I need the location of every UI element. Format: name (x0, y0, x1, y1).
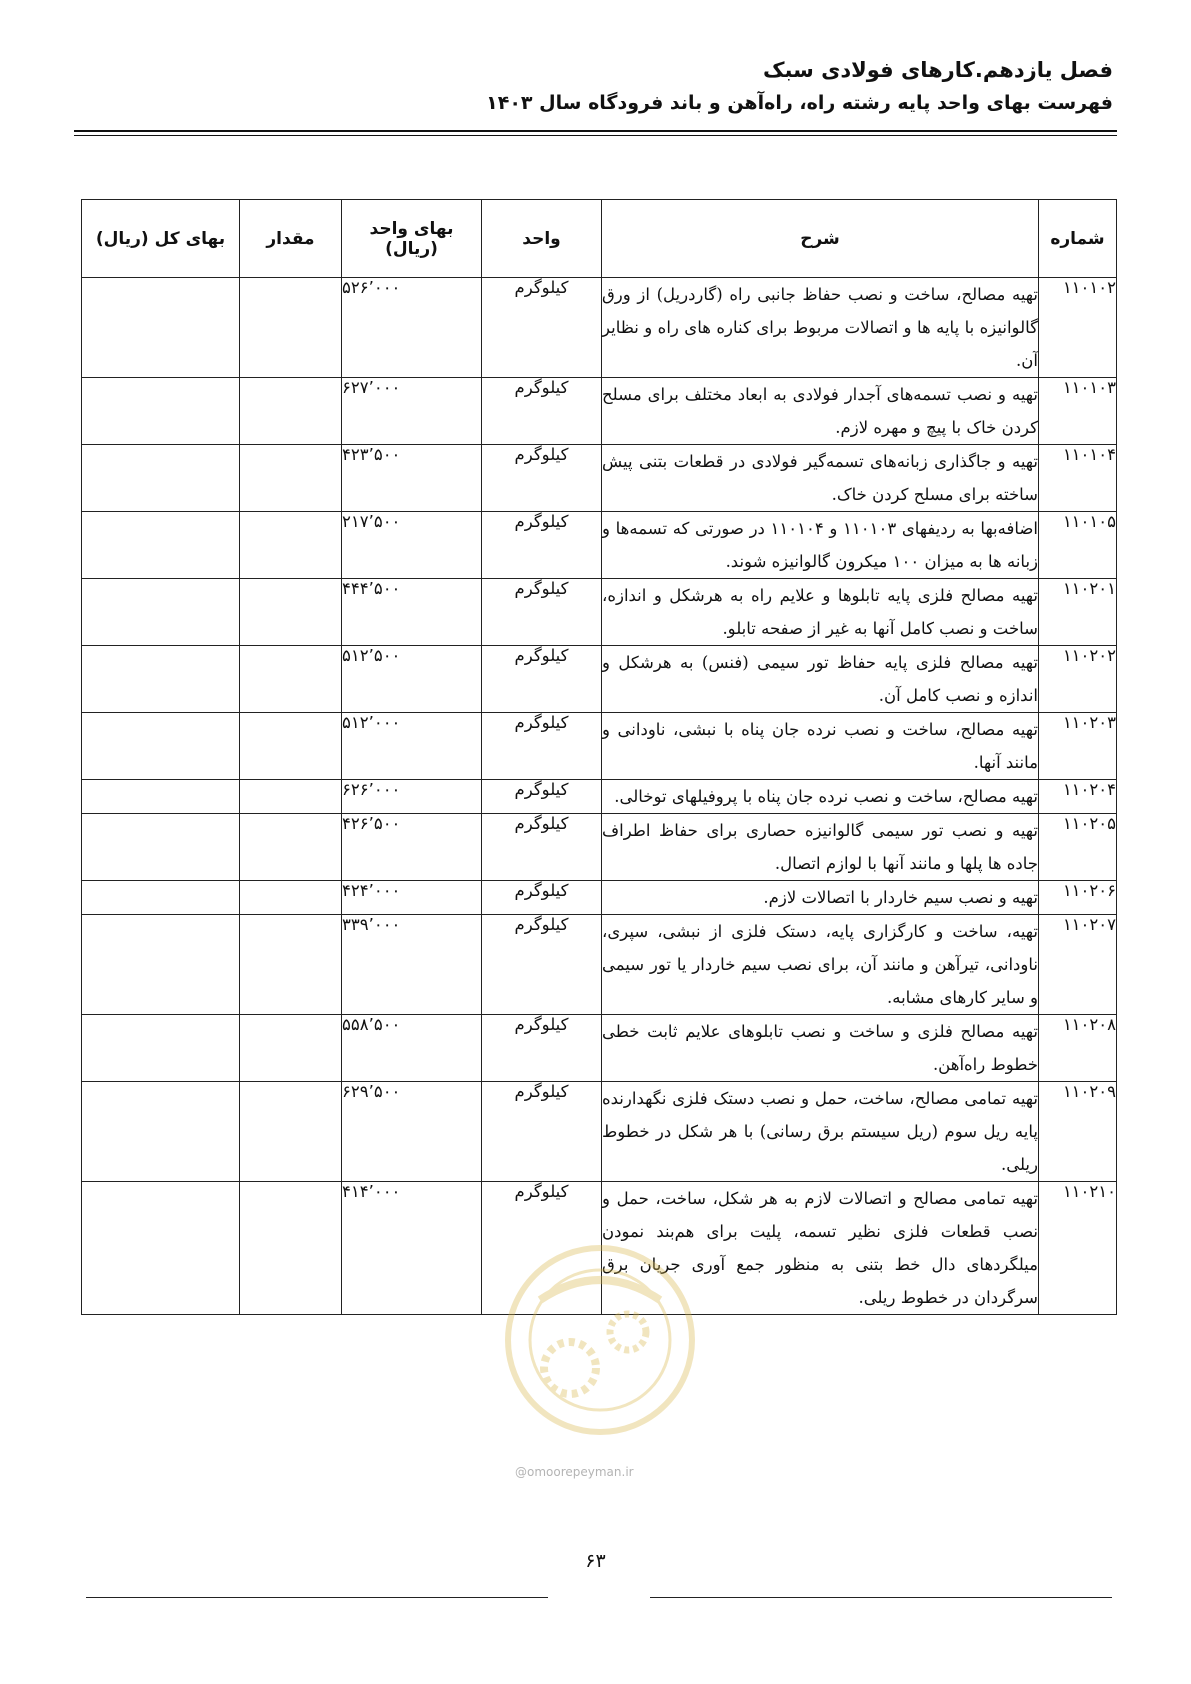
col-header-quantity: مقدار (240, 200, 342, 278)
table-header-row (82, 200, 1117, 278)
row-unit: کیلوگرم (482, 713, 602, 780)
row-number: ۱۱۰۱۰۲ (1039, 278, 1117, 378)
row-number: ۱۱۰۲۰۷ (1039, 915, 1117, 1015)
row-quantity (240, 378, 342, 445)
row-description: تهیه مصالح فلزی پایه حفاظ تور سیمی (فنس) به هرشکل و اندازه و نصب کامل آن. (602, 646, 1039, 713)
row-description: تهیه مصالح، ساخت و نصب حفاظ جانبی راه (گاردریل) از ورق گالوانیزه با پایه ها و اتصالات مربوط برای کناره های راه و نظایر آن. (602, 278, 1039, 378)
header-rule-thick (74, 130, 1117, 132)
row-unit-price: ۴۲۳٬۵۰۰ (342, 445, 482, 512)
row-total-price (82, 445, 240, 512)
row-number: ۱۱۰۲۰۸ (1039, 1015, 1117, 1082)
watermark-url: @omoorepeyman.ir (515, 1465, 634, 1479)
document-subtitle: فهرست بهای واحد پایه رشته راه، راه‌آهن و باند فرودگاه سال ۱۴۰۳ (486, 92, 1113, 114)
row-unit-price: ۶۲۷٬۰۰۰ (342, 378, 482, 445)
row-total-price (82, 278, 240, 378)
row-quantity (240, 713, 342, 780)
row-total-price (82, 1015, 240, 1082)
footer-rule-right (650, 1597, 1112, 1598)
row-number: ۱۱۰۱۰۳ (1039, 378, 1117, 445)
table-row (82, 646, 1117, 713)
table-row (82, 713, 1117, 780)
row-total-price (82, 1182, 240, 1315)
row-unit-price: ۴۱۴٬۰۰۰ (342, 1182, 482, 1315)
col-header-total-price: بهای کل (ریال) (82, 200, 240, 278)
row-unit: کیلوگرم (482, 646, 602, 713)
row-unit-price: ۴۲۶٬۵۰۰ (342, 814, 482, 881)
table-row (82, 278, 1117, 378)
row-quantity (240, 579, 342, 646)
row-number: ۱۱۰۲۰۶ (1039, 881, 1117, 915)
row-number: ۱۱۰۲۰۹ (1039, 1082, 1117, 1182)
col-header-unit-price-line1: بهای واحد (369, 218, 454, 239)
row-unit-price: ۵۱۲٬۰۰۰ (342, 713, 482, 780)
row-quantity (240, 881, 342, 915)
row-unit: کیلوگرم (482, 1015, 602, 1082)
row-quantity (240, 278, 342, 378)
row-description: اضافه‌بها به ردیفهای ۱۱۰۱۰۳ و ۱۱۰۱۰۴ در صورتی که تسمه‌ها و زبانه ها به میزان ۱۰۰ میکرون گالوانیزه شوند. (602, 512, 1039, 579)
header-rule-thin (74, 135, 1117, 136)
row-unit-price: ۵۱۲٬۵۰۰ (342, 646, 482, 713)
row-number: ۱۱۰۲۰۴ (1039, 780, 1117, 814)
row-number: ۱۱۰۲۱۰ (1039, 1182, 1117, 1315)
table-row (82, 915, 1117, 1015)
row-unit: کیلوگرم (482, 1182, 602, 1315)
row-description: تهیه مصالح، ساخت و نصب نرده جان پناه با پروفیلهای توخالی. (602, 780, 1039, 814)
row-description: تهیه و نصب تور سیمی گالوانیزه حصاری برای حفاظ اطراف جاده ها پلها و مانند آنها با لوازم اتصال. (602, 814, 1039, 881)
row-total-price (82, 378, 240, 445)
row-unit-price: ۵۵۸٬۵۰۰ (342, 1015, 482, 1082)
row-unit: کیلوگرم (482, 445, 602, 512)
row-unit: کیلوگرم (482, 780, 602, 814)
row-description: تهیه و نصب سیم خاردار با اتصالات لازم. (602, 881, 1039, 915)
row-quantity (240, 1182, 342, 1315)
row-total-price (82, 579, 240, 646)
row-quantity (240, 646, 342, 713)
row-total-price (82, 780, 240, 814)
row-total-price (82, 512, 240, 579)
chapter-title: فصل یازدهم.کارهای فولادی سبک (763, 58, 1113, 82)
table-row (82, 814, 1117, 881)
row-unit: کیلوگرم (482, 915, 602, 1015)
row-unit: کیلوگرم (482, 579, 602, 646)
row-number: ۱۱۰۲۰۲ (1039, 646, 1117, 713)
row-description: تهیه و جاگذاری زبانه‌های تسمه‌گیر فولادی در قطعات بتنی پیش ساخته برای مسلح کردن خاک. (602, 445, 1039, 512)
table-row (82, 445, 1117, 512)
row-quantity (240, 814, 342, 881)
col-header-description: شرح (602, 200, 1039, 278)
row-unit-price: ۴۲۴٬۰۰۰ (342, 881, 482, 915)
table-row (82, 1182, 1117, 1315)
col-header-unit: واحد (482, 200, 602, 278)
row-total-price (82, 881, 240, 915)
row-description: تهیه مصالح فلزی و ساخت و نصب تابلوهای علایم ثابت خطی خطوط راه‌آهن. (602, 1015, 1039, 1082)
row-unit-price: ۵۲۶٬۰۰۰ (342, 278, 482, 378)
row-total-price (82, 1082, 240, 1182)
row-number: ۱۱۰۲۰۳ (1039, 713, 1117, 780)
price-list-table (81, 199, 1117, 1315)
col-header-unit-price-line2: (ریال) (385, 238, 438, 259)
row-quantity (240, 780, 342, 814)
table-row (82, 780, 1117, 814)
footer-rule-left (86, 1597, 548, 1598)
row-description: تهیه مصالح فلزی پایه تابلوها و علایم راه به هرشکل و اندازه، ساخت و نصب کامل آنها به غیر از صفحه تابلو. (602, 579, 1039, 646)
row-description: تهیه و نصب تسمه‌های آجدار فولادی به ابعاد مختلف برای مسلح کردن خاک با پیچ و مهره لازم. (602, 378, 1039, 445)
row-number: ۱۱۰۱۰۴ (1039, 445, 1117, 512)
page-number: ۶۳ (585, 1550, 606, 1572)
row-unit: کیلوگرم (482, 512, 602, 579)
row-total-price (82, 713, 240, 780)
row-quantity (240, 915, 342, 1015)
row-unit: کیلوگرم (482, 881, 602, 915)
row-quantity (240, 1082, 342, 1182)
row-description: تهیه تمامی مصالح و اتصالات لازم به هر شکل، ساخت، حمل و نصب قطعات فلزی نظیر تسمه، پلیت برای هم‌بند نمودن میلگردهای دال خط بتنی به منظور جمع آوری جریان برق سرگردان در خطوط ریلی. (602, 1182, 1039, 1315)
row-unit-price: ۴۴۴٬۵۰۰ (342, 579, 482, 646)
row-unit-price: ۶۲۹٬۵۰۰ (342, 1082, 482, 1182)
table-row (82, 1082, 1117, 1182)
row-total-price (82, 814, 240, 881)
table-row (82, 1015, 1117, 1082)
row-quantity (240, 445, 342, 512)
table-row (82, 512, 1117, 579)
row-unit: کیلوگرم (482, 1082, 602, 1182)
table-row (82, 378, 1117, 445)
row-description: تهیه تمامی مصالح، ساخت، حمل و نصب دستک فلزی نگهدارنده پایه ریل سوم (ریل سیستم برق رسانی) با هر شکل در خطوط ریلی. (602, 1082, 1039, 1182)
row-unit-price: ۲۱۷٬۵۰۰ (342, 512, 482, 579)
row-description: تهیه، ساخت و کارگزاری پایه، دستک فلزی از نبشی، سپری، ناودانی، تیرآهن و مانند آن، برای نصب سیم خاردار یا تور سیمی و سایر کارهای مشابه. (602, 915, 1039, 1015)
table-row (82, 579, 1117, 646)
col-header-unit-price (342, 200, 482, 278)
page-header (78, 54, 1113, 118)
col-header-number: شماره (1039, 200, 1117, 278)
row-quantity (240, 512, 342, 579)
row-unit: کیلوگرم (482, 814, 602, 881)
row-number: ۱۱۰۱۰۵ (1039, 512, 1117, 579)
row-total-price (82, 646, 240, 713)
row-unit: کیلوگرم (482, 378, 602, 445)
table-row (82, 881, 1117, 915)
row-description: تهیه مصالح، ساخت و نصب نرده جان پناه با نبشی، ناودانی و مانند آنها. (602, 713, 1039, 780)
row-total-price (82, 915, 240, 1015)
row-number: ۱۱۰۲۰۵ (1039, 814, 1117, 881)
row-quantity (240, 1015, 342, 1082)
row-unit-price: ۶۲۶٬۰۰۰ (342, 780, 482, 814)
row-unit: کیلوگرم (482, 278, 602, 378)
row-number: ۱۱۰۲۰۱ (1039, 579, 1117, 646)
row-unit-price: ۳۳۹٬۰۰۰ (342, 915, 482, 1015)
